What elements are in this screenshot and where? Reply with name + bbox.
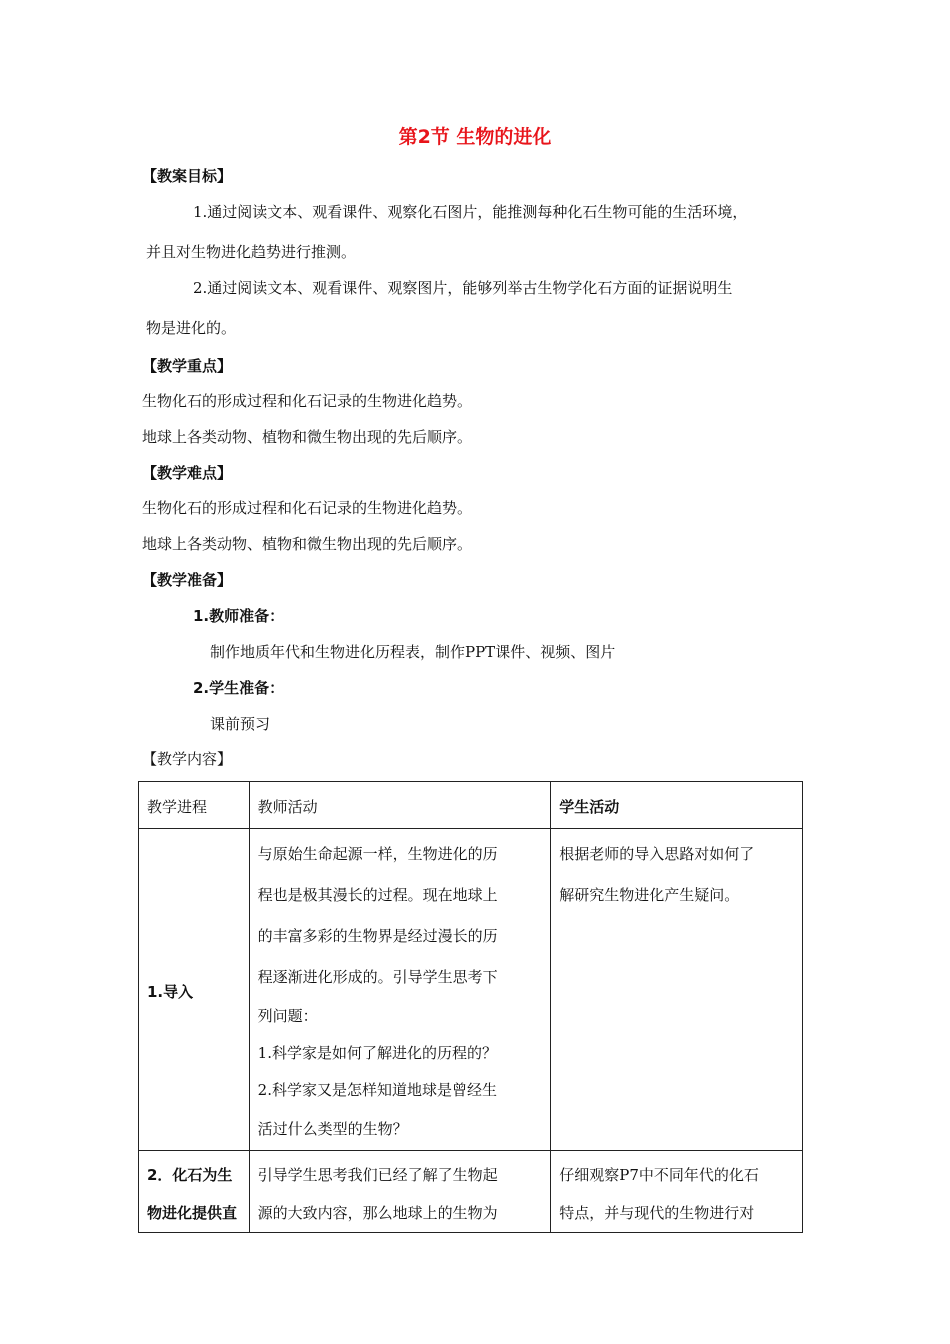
difficulty-2: 地球上各类动物、植物和微生物出现的先后顺序。 [142, 535, 473, 553]
objective-1-line-1: 1.通过阅读文本、观看课件、观察化石图片，能推测每种化石生物可能的生活环境， [193, 203, 748, 221]
column-header-stage: 教学进程 [139, 782, 250, 829]
teacher-prep-label: 1.教师准备： [193, 607, 285, 625]
student-prep-text: 课前预习 [210, 715, 271, 733]
key-point-1: 生物化石的形成过程和化石记录的生物进化趋势。 [142, 392, 473, 410]
objective-1-line-2: 并且对生物进化趋势进行推测。 [146, 243, 357, 261]
key-point-2: 地球上各类动物、植物和微生物出现的先后顺序。 [142, 428, 473, 446]
column-header-teacher: 教师活动 [249, 782, 551, 829]
objectives-heading: 【教案目标】 [142, 167, 233, 185]
teacher-line: 源的大致内容，那么地球上的生物为 [257, 1204, 498, 1222]
teacher-line: 程逐渐进化形成的。引导学生思考下 [257, 968, 498, 986]
table-header-row [139, 782, 803, 829]
student-prep-label: 2.学生准备： [193, 679, 285, 697]
preparation-heading: 【教学准备】 [142, 571, 233, 589]
student-activity-cell [551, 1151, 803, 1233]
difficulties-heading: 【教学难点】 [142, 464, 233, 482]
objective-2-line-2: 物是进化的。 [146, 319, 237, 337]
teacher-line: 的丰富多彩的生物界是经过漫长的历 [257, 927, 498, 945]
teacher-line: 1.科学家是如何了解进化的历程的？ [257, 1044, 497, 1062]
column-header-student: 学生活动 [551, 782, 803, 829]
teacher-line: 列问题： [257, 1007, 318, 1025]
stage-line: 物进化提供直 [147, 1204, 238, 1222]
stage-line: 2．化石为生 [147, 1166, 233, 1184]
student-line: 根据老师的导入思路对如何了 [559, 845, 755, 863]
key-points-heading: 【教学重点】 [142, 357, 233, 375]
student-line: 解研究生物进化产生疑问。 [559, 886, 740, 904]
student-line: 仔细观察P7中不同年代的化石 [559, 1166, 759, 1184]
difficulty-1: 生物化石的形成过程和化石记录的生物进化趋势。 [142, 499, 473, 517]
objective-2-line-1: 2.通过阅读文本、观看课件、观察图片，能够列举古生物学化石方面的证据说明生 [193, 279, 733, 297]
student-line: 特点，并与现代的生物进行对 [559, 1204, 755, 1222]
stage-cell [139, 1151, 250, 1233]
teacher-line: 引导学生思考我们已经了解了生物起 [257, 1166, 498, 1184]
stage-cell: 1.导入 [139, 829, 250, 1151]
student-activity-cell [551, 829, 803, 1151]
teacher-activity-cell [249, 829, 551, 1151]
content-heading: 【教学内容】 [142, 750, 233, 768]
teacher-line: 程也是极其漫长的过程。现在地球上 [257, 886, 498, 904]
teacher-activity-cell [249, 1151, 551, 1233]
teacher-line: 与原始生命起源一样，生物进化的历 [257, 845, 498, 863]
lesson-table [138, 781, 803, 1233]
teacher-line: 2.科学家又是怎样知道地球是曾经生 [257, 1081, 497, 1099]
page-title: 第2节 生物的进化 [398, 126, 552, 148]
teacher-prep-text: 制作地质年代和生物进化历程表，制作PPT课件、视频、图片 [210, 643, 616, 661]
table-row [139, 1151, 803, 1233]
table-row [139, 829, 803, 1151]
teacher-line: 活过什么类型的生物？ [257, 1120, 408, 1138]
